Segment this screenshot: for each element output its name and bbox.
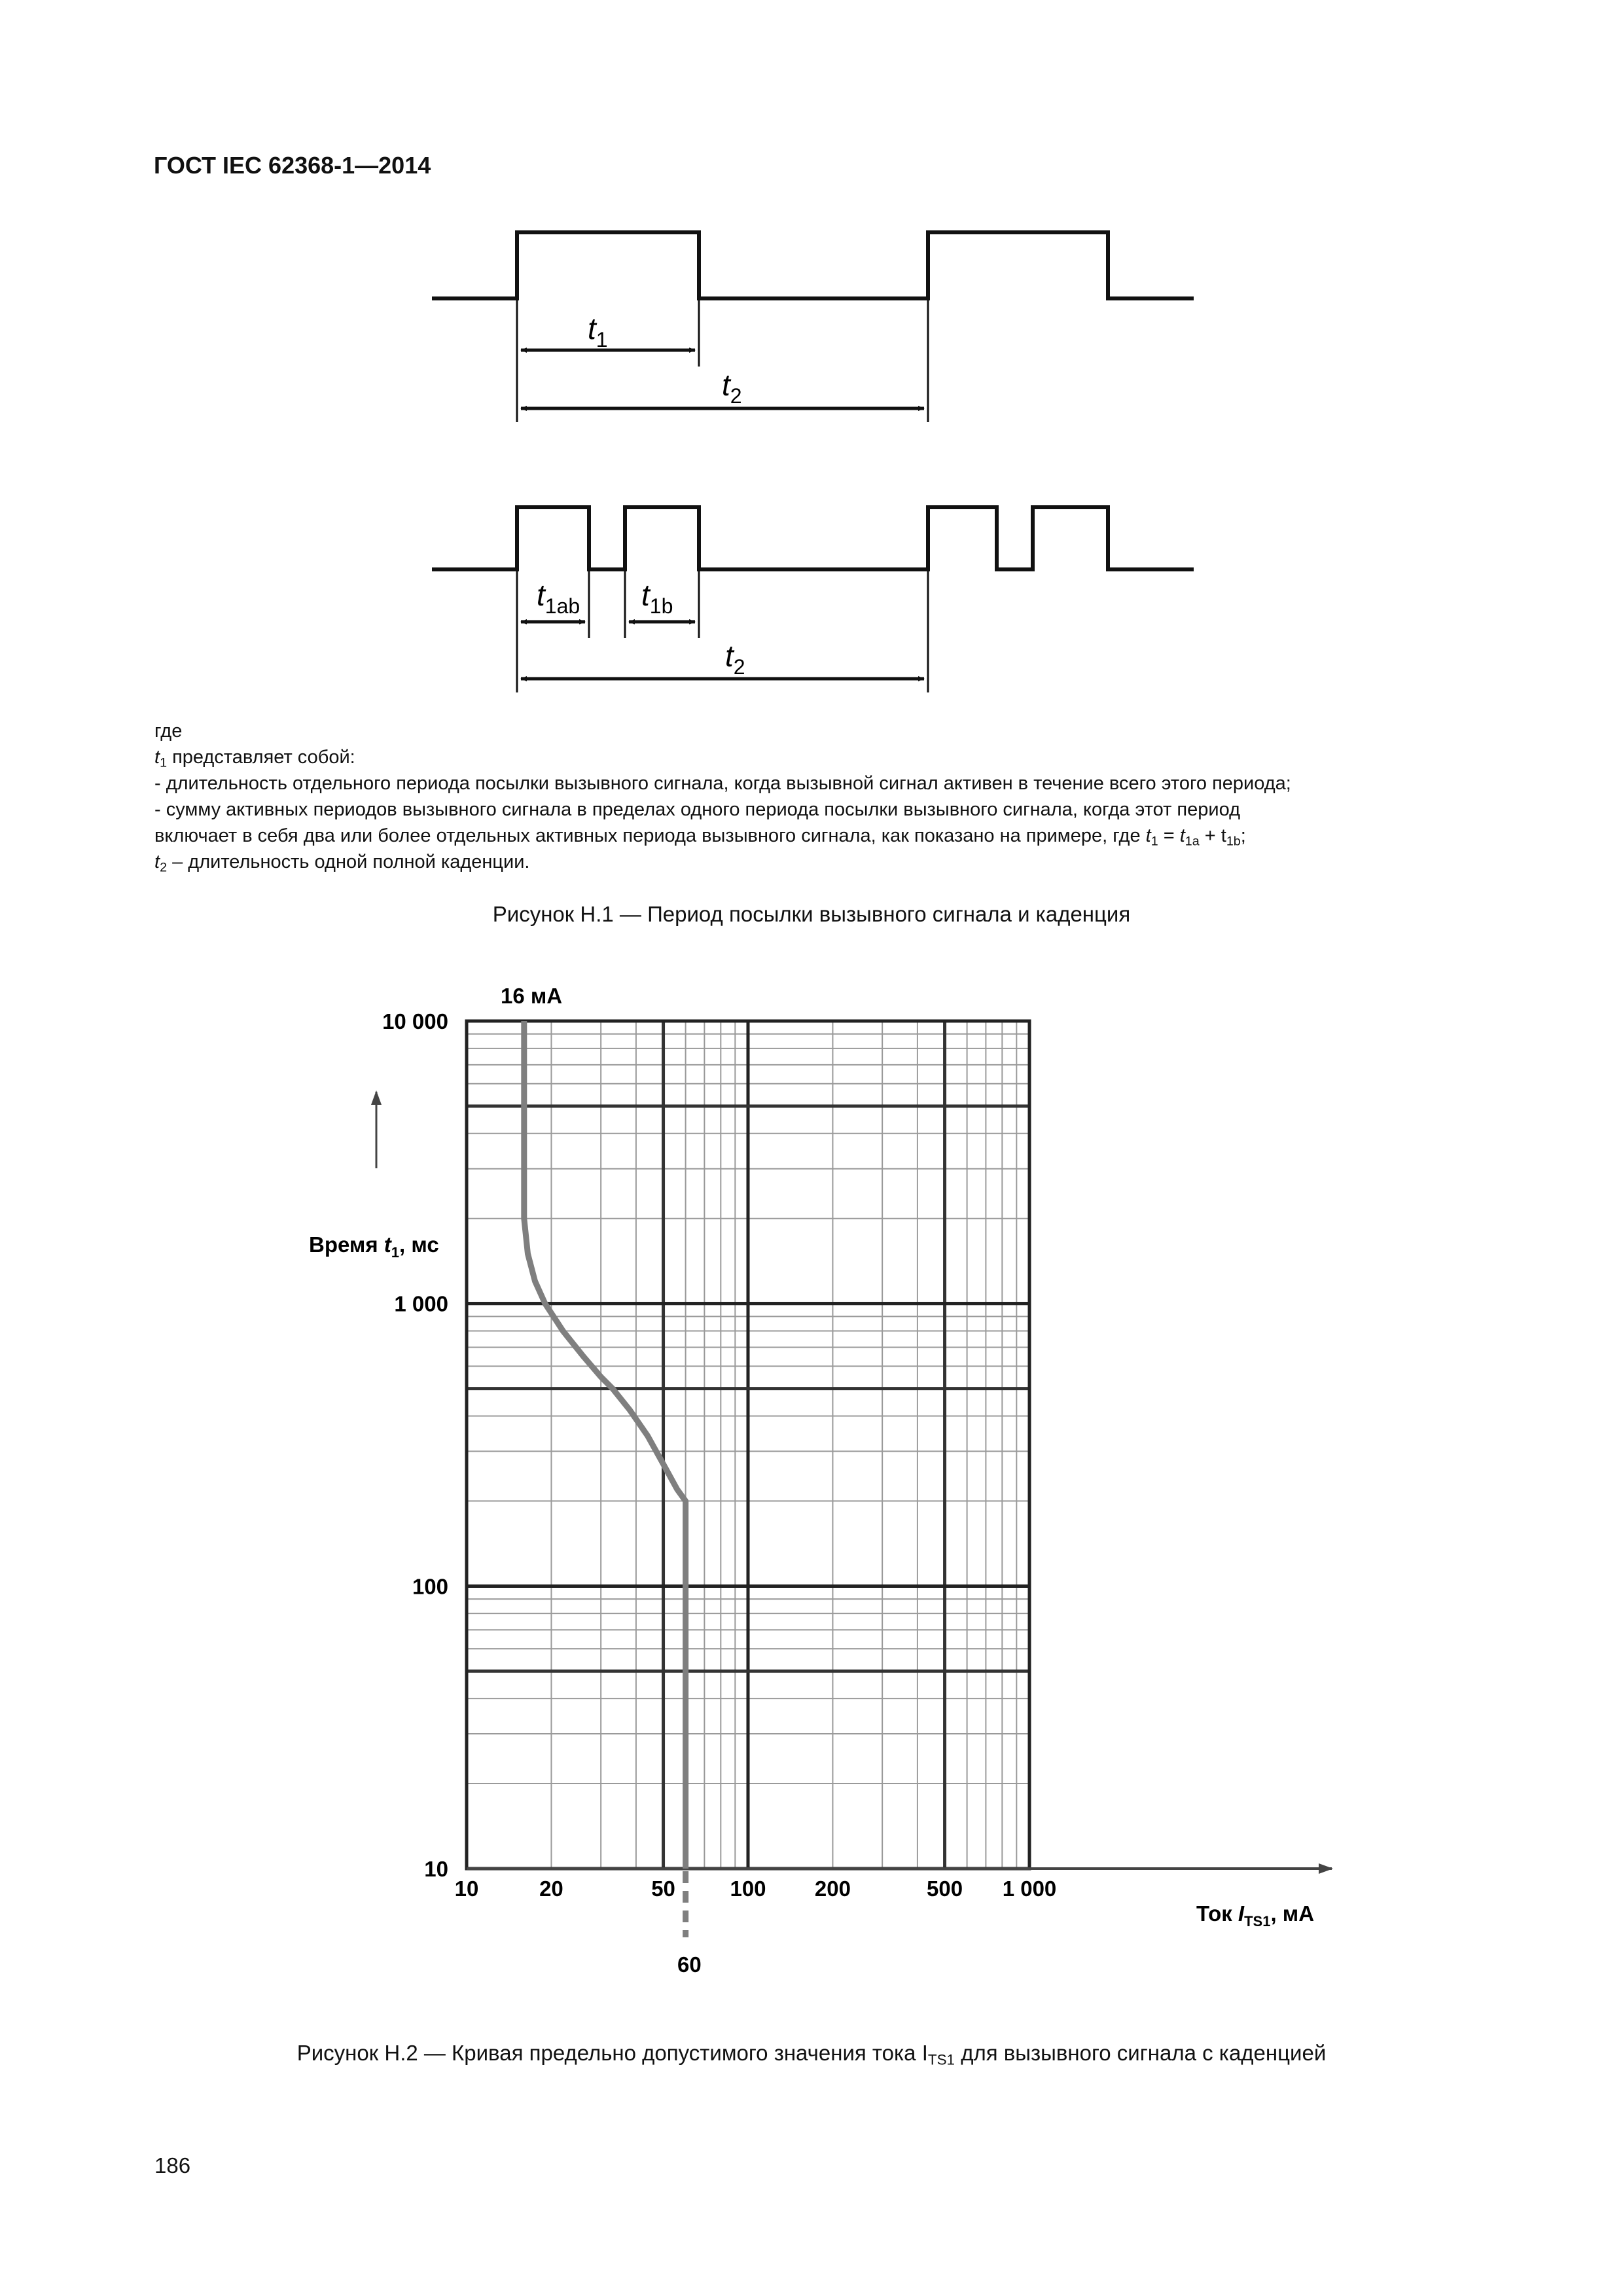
label-t1: $t_1$	[588, 312, 608, 351]
x-axis-label: Ток $I_{TS1}$, мА	[1196, 1901, 1315, 1929]
chart-series	[524, 1021, 686, 1937]
x-tick-label: 10	[454, 1876, 479, 1901]
figure1-caption: Рисунок Н.1 — Период посылки вызывного сигнала и каденция	[492, 902, 1131, 926]
note-t2-definition: $t_2$ – длительность одной полной каденции.	[154, 852, 530, 875]
x-tick-label: 20	[539, 1876, 563, 1901]
y-tick-label: 10	[424, 1857, 448, 1881]
x-tick-label: 200	[814, 1876, 851, 1901]
annotation-16ma: 16 мА	[501, 984, 563, 1008]
page-number: 186	[154, 2153, 191, 2178]
figure2-caption: Рисунок Н.2 — Кривая предельно допустимого значения тока $I_{TS1}$ для вызывного сигнала с каденцией	[296, 2041, 1327, 2068]
chart-axes	[376, 1021, 1332, 1869]
x-tick-label: 500	[927, 1876, 963, 1901]
y-tick-label: 100	[412, 1574, 448, 1599]
x-tick-label: 50	[651, 1876, 675, 1901]
note-where: где	[154, 721, 183, 742]
annotation-60: 60	[677, 1952, 702, 1977]
note-t1-definition: $t_1$ представляет собой:	[154, 747, 355, 770]
label-t1b: $t_{1b}$	[641, 578, 673, 618]
chart-tick-labels	[382, 1009, 1056, 1901]
document-header: ГОСТ IEC 62368-1—2014	[154, 152, 431, 179]
y-axis-label: Время $t_1$, мс	[309, 1232, 439, 1261]
y-tick-label: 10 000	[382, 1009, 448, 1033]
note-item-2a: - сумму активных периодов вызывного сигнала в пределах одного периода посылки вызывного сигнала, когда этот период	[154, 799, 1241, 820]
x-tick-label: 100	[730, 1876, 766, 1901]
x-tick-label: 1 000	[1002, 1876, 1057, 1901]
note-item-2b: включает в себя два или более отдельных активных периода вызывного сигнала, как показано на примере, где $t_1 = t_{1a} + t_{1b}$;	[154, 825, 1246, 849]
label-t1ab: $t_{1ab}$	[537, 578, 580, 618]
y-tick-label: 1 000	[394, 1291, 448, 1316]
note-item-1: - длительность отдельного периода посылки вызывного сигнала, когда вызывной сигнал активен в течение всего этого периода;	[154, 773, 1291, 794]
label-t2: $t_2$	[722, 368, 742, 408]
series-line	[524, 1021, 686, 1869]
label-t2b: $t_2$	[725, 639, 745, 679]
